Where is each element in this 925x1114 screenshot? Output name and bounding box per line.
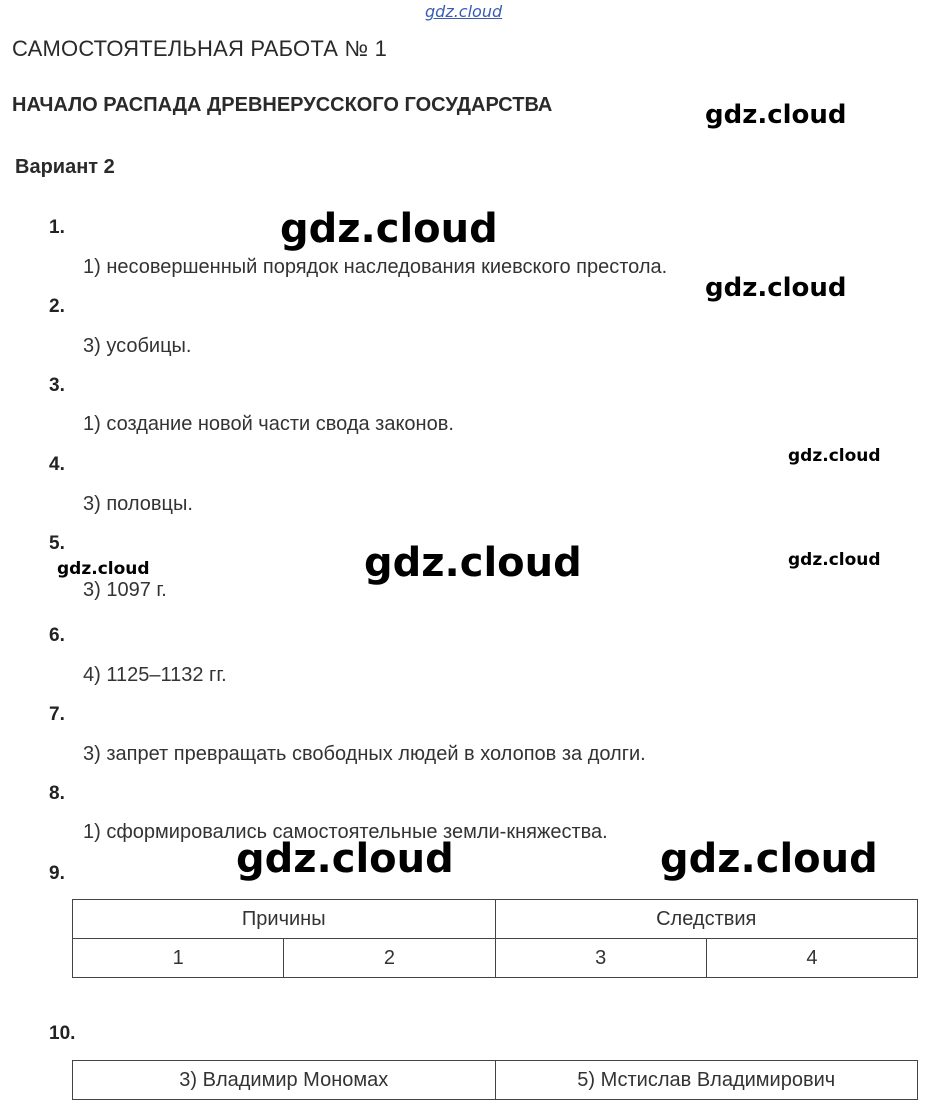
table-cell: 2 bbox=[284, 939, 495, 978]
rulers-table bbox=[72, 1060, 918, 1100]
answer-text: 1) сформировались самостоятельные земли-княжества. bbox=[83, 821, 608, 843]
watermark: gdz.cloud bbox=[57, 559, 150, 579]
answer-text: 1) создание новой части свода законов. bbox=[83, 413, 454, 435]
table-cell: 5) Мстислав Владимирович bbox=[495, 1061, 918, 1100]
variant-label: Вариант 2 bbox=[15, 156, 115, 178]
table-cell: 1 bbox=[73, 939, 284, 978]
table-cell: 3) Владимир Мономах bbox=[73, 1061, 496, 1100]
watermark: gdz.cloud bbox=[705, 100, 847, 130]
question-number: 7. bbox=[49, 704, 65, 725]
watermark: gdz.cloud bbox=[705, 273, 847, 303]
table-header-effects: Следствия bbox=[495, 900, 918, 939]
watermark-top-link: gdz.cloud bbox=[425, 2, 503, 21]
causes-effects-table bbox=[72, 899, 918, 978]
answer-text: 3) половцы. bbox=[83, 493, 193, 515]
answer-text: 3) 1097 г. bbox=[83, 579, 167, 601]
answer-text: 3) запрет превращать свободных людей в холопов за долги. bbox=[83, 743, 646, 765]
watermark: gdz.cloud bbox=[788, 446, 881, 466]
table-cell: 3 bbox=[495, 939, 706, 978]
watermark: gdz.cloud bbox=[364, 540, 582, 586]
question-number: 3. bbox=[49, 375, 65, 396]
page-title: САМОСТОЯТЕЛЬНАЯ РАБОТА № 1 bbox=[12, 36, 388, 61]
question-number: 6. bbox=[49, 625, 65, 646]
answer-text: 4) 1125–1132 гг. bbox=[83, 664, 227, 686]
question-number: 1. bbox=[49, 217, 65, 238]
watermark: gdz.cloud bbox=[280, 206, 498, 252]
question-number: 2. bbox=[49, 296, 65, 317]
question-number: 8. bbox=[49, 783, 65, 804]
question-number: 4. bbox=[49, 454, 65, 475]
table-cell: 4 bbox=[706, 939, 917, 978]
question-number: 10. bbox=[49, 1023, 76, 1044]
page-subtitle: НАЧАЛО РАСПАДА ДРЕВНЕРУССКОГО ГОСУДАРСТВА bbox=[12, 94, 553, 116]
question-number: 9. bbox=[49, 863, 65, 884]
watermark: gdz.cloud bbox=[660, 836, 878, 882]
answer-text: 1) несовершенный порядок наследования киевского престола. bbox=[83, 256, 668, 278]
watermark: gdz.cloud bbox=[236, 836, 454, 882]
answer-text: 3) усобицы. bbox=[83, 335, 192, 357]
question-number: 5. bbox=[49, 533, 65, 554]
watermark: gdz.cloud bbox=[788, 550, 881, 570]
table-header-causes: Причины bbox=[73, 900, 496, 939]
